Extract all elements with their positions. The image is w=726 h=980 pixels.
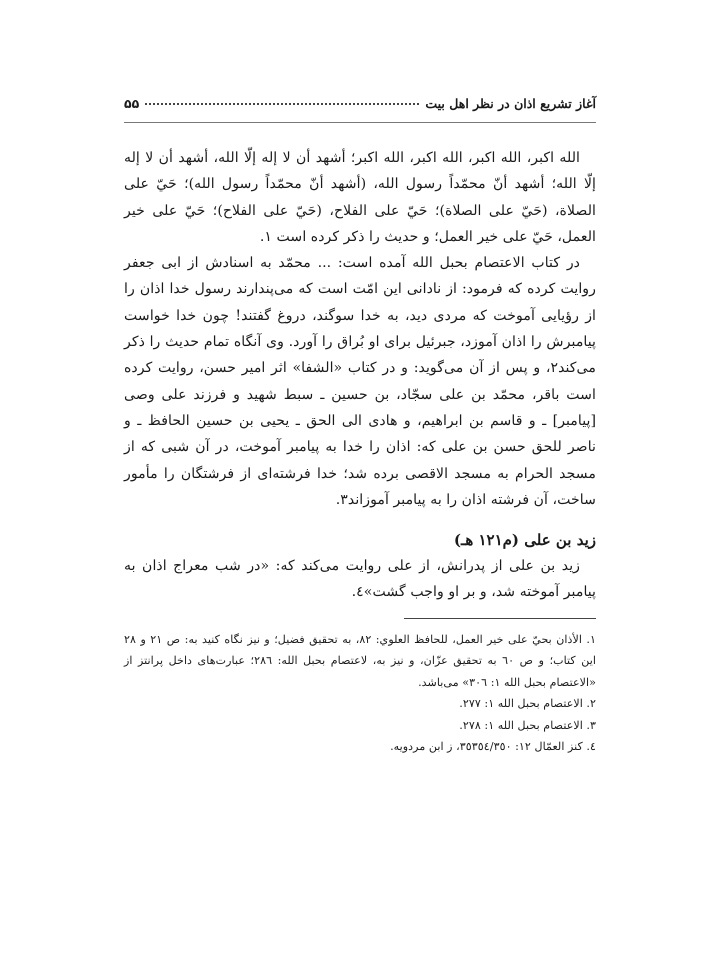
page-number: ۵۵ — [124, 96, 140, 111]
footnote-2: ٢. الاعتصام بحبل الله ١: ٢٧٧. — [459, 697, 596, 711]
footnote-4: ٤. کنز العمّال ١٢: ٣٥٣٥٤/٣٥٠، ز ابن مردویه. — [390, 740, 596, 754]
running-header — [124, 96, 596, 123]
section-heading: زید بن علی (م١٢١ هـ) — [453, 531, 596, 550]
header-title: آغاز تشریع اذان در نظر اهل بیت — [425, 96, 596, 111]
paragraph-adhan-text: الله اکبر، الله اکبر، الله اکبر، الله اکبر؛ أشهد أن لا إله إلّا الله، أشهد أن لا إله إلّا الله؛ أشهد أنّ محمّداً رسول الله، (أشهد أنّ محمّداً رسول الله)؛ حَيّ علی الصلاة، (حَيّ علی الصلاة)؛ حَيّ علی الفلاح، (حَيّ علی الفلاح)؛ حَيّ علی خیر العمل، حَيّ علی خیر العمل؛ و حدیث را ذکر کرده است ١. — [124, 150, 596, 245]
footnotes — [124, 629, 596, 758]
book-page — [124, 96, 596, 758]
footnote-1: ١. الأذان بحيّ علی خیر العمل، للحافظ العلوي: ٨٢، به تحقیق فضیل؛ و نیز نگاه کنید به: ص ٢١ و ٢٨ این کتاب؛ و ص ٦٠ به تحقیق عزّان، و نیز به، لاعتصام بحبل الله: ٢٨٦؛ عبارت‌های داخل پرانتز از «الاعتصام بحبل الله ١: ٣٠٦» می‌باشد. — [124, 632, 596, 689]
paragraph-al-itisam: در کتاب الاعتصام بحبل الله آمده است: ... محمّد به اسنادش از ابی جعفر روایت کرده که فرمود: از نادانی این امّت است که می‌پندارند رسول خدا اذان را از رؤیایی آموخت که مردی دید، به خدا سوگند، دروغ گفتند! چون خدا خواست پیامبرش را اذان آموزد، جبرئیل برای او بُراق را آورد. وی آنگاه تمام حدیث را ذکر می‌کند٢، و پس از آن می‌گوید: و در کتاب «الشفا» اثر امیر حسن، روایت کرده است باقر، محمّد بن علی سجّاد، بن حسین ـ سبط شهید و فرزند علی وصی [پیامبر] ـ و قاسم بن ابراهیم، و هادی الی الحق ـ یحیی بن حسین الحافظ ـ و ناصر للحق حسن بن علی که: اذان را خدا به پیامبر آموخت، در آن شبی که از مسجد الحرام به مسجد الاقصی برده شد؛ خدا فرشته‌ای از فرشتگان را مأمور ساخت، آن فرشته اذان را به پیامبر آموزاند٣. — [124, 255, 596, 508]
body-text — [124, 145, 596, 606]
header-leader-dots — [145, 103, 419, 105]
footnote-divider — [404, 618, 596, 619]
footnote-3: ٣. الاعتصام بحبل الله ١: ٢٧٨. — [459, 718, 596, 732]
paragraph-zayd: زید بن علی از پدرانش، از علی روایت می‌کند که: «در شب معراج اذان به پیامبر آموخته شد، و بر او واجب گشت»٤. — [124, 558, 596, 601]
